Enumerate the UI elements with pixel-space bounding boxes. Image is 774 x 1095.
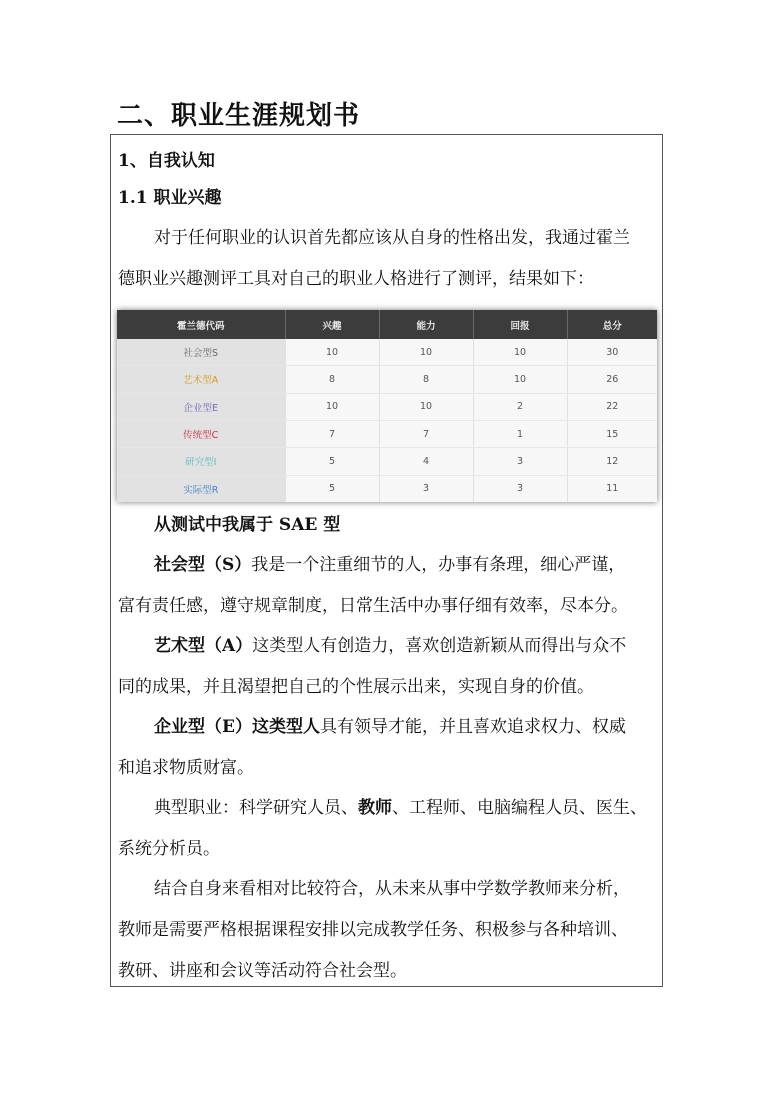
enterprising-label: 企业型（E）这类型人	[154, 717, 320, 737]
row-code: 实际型R	[117, 475, 285, 502]
table-row	[117, 339, 657, 366]
row-ability: 3	[379, 475, 473, 502]
row-reward: 2	[473, 393, 567, 420]
intro-line-1: 对于任何职业的认识首先都应该从自身的性格出发，我通过霍兰	[154, 228, 630, 248]
typical-prefix: 典型职业：科学研究人员、	[154, 798, 358, 818]
row-interest: 8	[285, 366, 379, 393]
row-code: 研究型I	[117, 448, 285, 475]
table-row	[117, 475, 657, 502]
typical-suffix: 、工程师、电脑编程人员、医生、	[392, 798, 647, 818]
row-total: 12	[567, 448, 657, 475]
row-interest: 5	[285, 448, 379, 475]
col-header-ability: 能力	[379, 310, 473, 339]
row-interest: 10	[285, 339, 379, 366]
conclusion-line-2: 教师是需要严格根据课程安排以完成教学任务、积极参与各种培训、	[118, 920, 628, 940]
artistic-text-2: 同的成果，并且渴望把自己的个性展示出来，实现自身的价值。	[118, 677, 594, 697]
col-header-total: 总分	[567, 310, 657, 339]
row-ability: 7	[379, 420, 473, 447]
row-total: 11	[567, 475, 657, 502]
page-heading: 二、职业生涯规划书	[117, 101, 361, 131]
content-frame	[110, 134, 663, 987]
row-total: 26	[567, 366, 657, 393]
social-text-2: 富有责任感，遵守规章制度，日常生活中办事仔细有效率，尽本分。	[118, 596, 628, 616]
row-interest: 5	[285, 475, 379, 502]
typical-text-2: 系统分析员。	[118, 839, 220, 859]
row-reward: 3	[473, 475, 567, 502]
social-text-1: 我是一个注重细节的人，办事有条理，细心严谨，	[251, 555, 626, 575]
artistic-label: 艺术型（A）	[154, 636, 253, 656]
conclusion-line-3: 教研、讲座和会议等活动符合社会型。	[118, 961, 407, 981]
row-total: 22	[567, 393, 657, 420]
row-reward: 10	[473, 339, 567, 366]
table-row	[117, 448, 657, 475]
social-paragraph	[118, 545, 658, 627]
row-reward: 10	[473, 366, 567, 393]
table-header-row	[117, 310, 657, 339]
typical-careers-paragraph	[118, 788, 658, 870]
row-code: 企业型E	[117, 393, 285, 420]
row-ability: 8	[379, 366, 473, 393]
conclusion-line-1: 结合自身来看相对比较符合，从未来从事中学数学教师来分析，	[154, 879, 630, 899]
col-header-interest: 兴趣	[285, 310, 379, 339]
table-row	[117, 420, 657, 447]
table-row	[117, 366, 657, 393]
row-reward: 3	[473, 448, 567, 475]
row-interest: 7	[285, 420, 379, 447]
row-ability: 4	[379, 448, 473, 475]
holland-score-table	[117, 310, 657, 502]
row-total: 15	[567, 420, 657, 447]
row-code: 艺术型A	[117, 366, 285, 393]
table-row	[117, 393, 657, 420]
row-ability: 10	[379, 393, 473, 420]
row-ability: 10	[379, 339, 473, 366]
section-title-career-interest: 1.1 职业兴趣	[118, 188, 222, 208]
row-code: 社会型S	[117, 339, 285, 366]
row-code: 传统型C	[117, 420, 285, 447]
enterprising-text-2: 和追求物质财富。	[118, 758, 254, 778]
enterprising-text-1: 具有领导才能，并且喜欢追求权力、权威	[319, 717, 626, 737]
result-statement: 从测试中我属于 SAE 型	[154, 515, 341, 535]
col-header-reward: 回报	[473, 310, 567, 339]
conclusion-paragraph	[118, 869, 658, 992]
row-interest: 10	[285, 393, 379, 420]
artistic-text-1: 这类型人有创造力，喜欢创造新颖从而得出与众不	[252, 636, 627, 656]
section-title-self-awareness: 1、自我认知	[118, 151, 215, 171]
row-total: 30	[567, 339, 657, 366]
col-header-code: 霍兰德代码	[117, 310, 285, 339]
intro-paragraph	[118, 218, 658, 300]
typical-teacher: 教师	[358, 798, 392, 818]
artistic-paragraph	[118, 626, 658, 708]
enterprising-paragraph	[118, 707, 658, 789]
intro-line-2: 德职业兴趣测评工具对自己的职业人格进行了测评，结果如下：	[118, 269, 594, 289]
social-label: 社会型（S）	[154, 555, 252, 575]
row-reward: 1	[473, 420, 567, 447]
